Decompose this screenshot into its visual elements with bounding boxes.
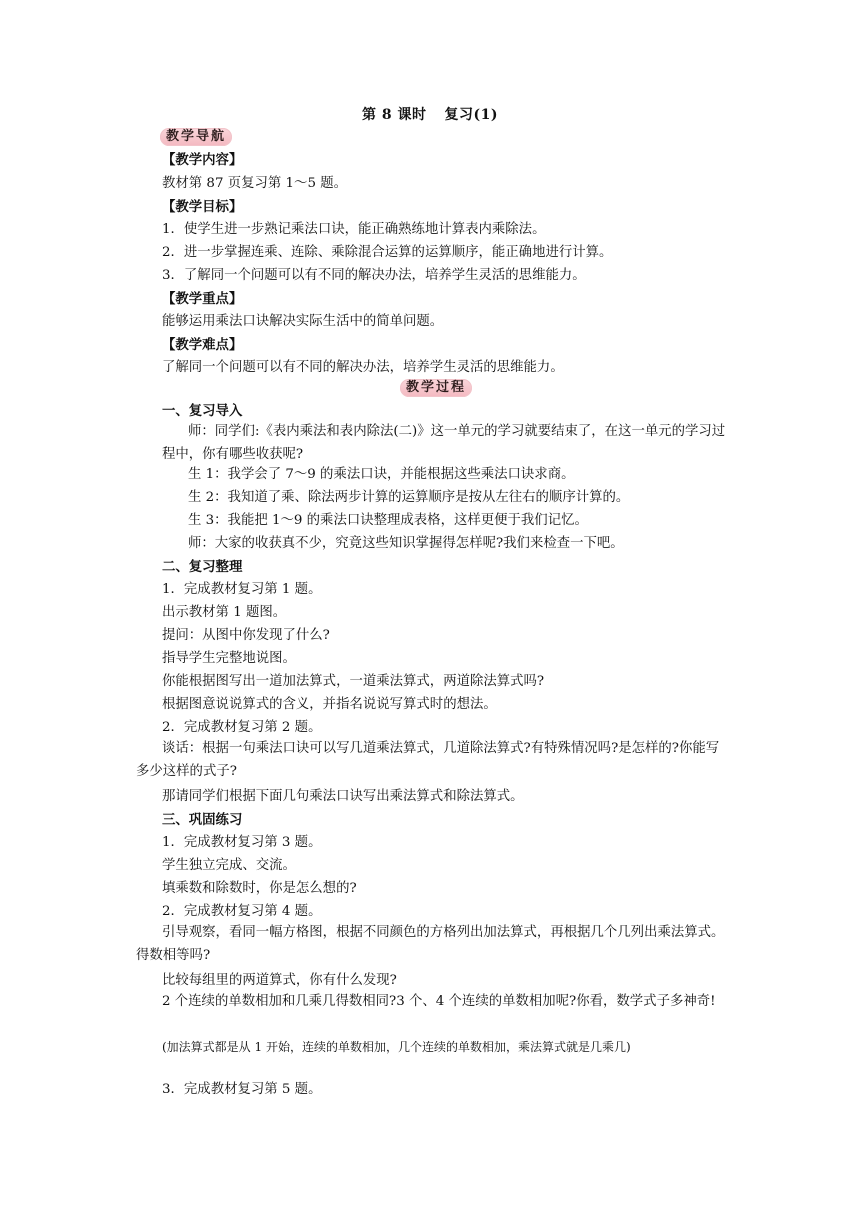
section-3-paragraph-2: 学生独立完成、交流。 bbox=[162, 858, 296, 873]
section-3-heading: 三、巩固练习 bbox=[162, 812, 243, 828]
section-2-paragraph-4: 指导学生完整地说图。 bbox=[162, 651, 296, 666]
section-3-paragraph-6: 比较每组里的两道算式，你有什么发现? bbox=[162, 973, 397, 988]
section-3-paragraph-1: 1．完成教材复习第 3 题。 bbox=[162, 835, 322, 850]
section-3-paragraph-8: (加法算式都是从 1 开始，连续的单数相加，几个连续的单数相加，乘法算式就是几乘几) bbox=[162, 1040, 631, 1054]
section-1-paragraph-2: 生 1：我学会了 7～9 的乘法口诀，并能根据这些乘法口诀求商。 bbox=[188, 467, 575, 482]
difficulty-heading: 【教学难点】 bbox=[162, 337, 243, 353]
section-3-paragraph-4: 2．完成教材复习第 4 题。 bbox=[162, 904, 322, 919]
lesson-number: 第 8 课时 bbox=[362, 107, 427, 123]
key-point-heading: 【教学重点】 bbox=[162, 291, 243, 307]
section-3-paragraph-3: 填乘数和除数时，你是怎么想的? bbox=[162, 881, 357, 896]
section-2-paragraph-9: 那请同学们根据下面几句乘法口诀写出乘法算式和除法算式。 bbox=[162, 789, 524, 804]
section-2-paragraph-1: 1．完成教材复习第 1 题。 bbox=[162, 582, 322, 597]
goal-item-1: 1．使学生进一步熟记乘法口诀，能正确熟练地计算表内乘除法。 bbox=[162, 222, 546, 237]
key-point-text: 能够运用乘法口诀解决实际生活中的简单问题。 bbox=[162, 314, 444, 329]
section-1-paragraph-3: 生 2：我知道了乘、除法两步计算的运算顺序是按从左往右的顺序计算的。 bbox=[188, 490, 630, 505]
section-3-paragraph-9: 3．完成教材复习第 5 题。 bbox=[162, 1082, 322, 1097]
content-text: 教材第 87 页复习第 1～5 题。 bbox=[162, 176, 348, 191]
section-2-paragraph-3: 提问：从图中你发现了什么? bbox=[162, 628, 330, 643]
section-3-paragraph-5: 引导观察，看同一幅方格图，根据不同颜色的方格列出加法算式，再根据几个几列出乘法算式。得数相等吗? bbox=[136, 925, 725, 963]
section-2-paragraph-6: 根据图意说说算式的含义，并指名说说写算式时的想法。 bbox=[162, 697, 497, 712]
section-2-paragraph-2: 出示教材第 1 题图。 bbox=[162, 605, 287, 620]
content-heading: 【教学内容】 bbox=[162, 152, 243, 168]
goal-item-3: 3．了解同一个问题可以有不同的解决办法，培养学生灵活的思维能力。 bbox=[162, 268, 586, 283]
section-1-paragraph-5: 师：大家的收获真不少，究竟这些知识掌握得怎样呢?我们来检查一下吧。 bbox=[188, 536, 624, 551]
section-2-paragraph-5: 你能根据图写出一道加法算式，一道乘法算式，两道除法算式吗? bbox=[162, 674, 545, 689]
goal-item-2: 2．进一步掌握连乘、连除、乘除混合运算的运算顺序，能正确地进行计算。 bbox=[162, 245, 613, 260]
lesson-title bbox=[0, 104, 860, 124]
section-2-paragraph-7: 2．完成教材复习第 2 题。 bbox=[162, 720, 322, 735]
teaching-process-banner: 教学过程 bbox=[400, 379, 472, 397]
section-1-paragraph-4: 生 3：我能把 1～9 的乘法口诀整理成表格，这样更便于我们记忆。 bbox=[188, 513, 588, 528]
section-1-paragraph-1: 师：同学们:《表内乘法和表内除法(二)》这一单元的学习就要结束了，在这一单元的学习过程中，你有哪些收获呢? bbox=[162, 424, 726, 462]
teaching-guide-banner: 教学导航 bbox=[160, 128, 232, 146]
section-2-paragraph-8: 谈话：根据一句乘法口诀可以写几道乘法算式，几道除法算式?有特殊情况吗?是怎样的?你能写多少这样的式子? bbox=[136, 741, 720, 779]
goals-heading: 【教学目标】 bbox=[162, 199, 243, 215]
lesson-topic: 复习(1) bbox=[444, 107, 498, 123]
difficulty-text: 了解同一个问题可以有不同的解决办法，培养学生灵活的思维能力。 bbox=[162, 360, 564, 375]
section-2-heading: 二、复习整理 bbox=[162, 559, 243, 575]
section-1-heading: 一、复习导入 bbox=[162, 403, 243, 419]
section-3-paragraph-7: 2 个连续的单数相加和几乘几得数相同?3 个、4 个连续的单数相加呢?你看，数学式子多神奇! bbox=[162, 994, 716, 1009]
